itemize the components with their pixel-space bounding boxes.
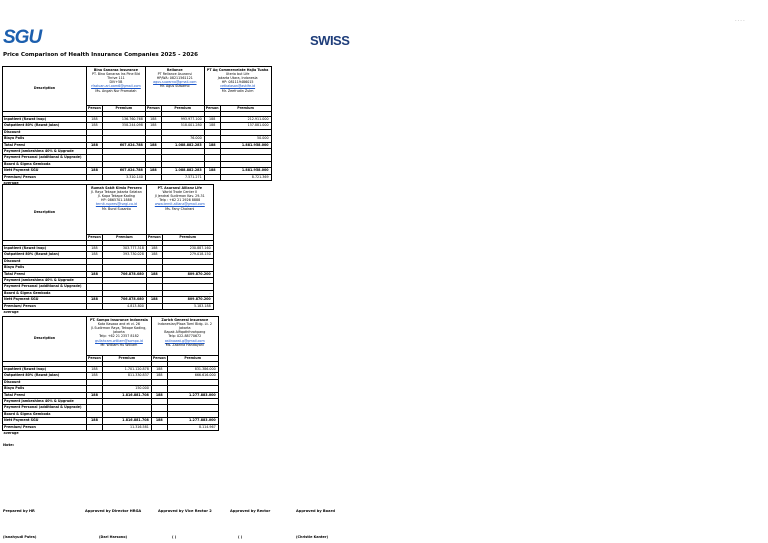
premium-cell: 706.878.080 [102,297,146,303]
signature-role: Approved by Board [296,509,335,513]
average-label: average [3,310,19,315]
row-label: Nett Payment SGU [3,297,87,303]
note-label: Note: [3,443,15,447]
premium-cell: 706.878.080 [102,271,146,277]
person-count-cell: 188 [87,123,103,129]
signature-name: (Christie Kanter) [296,535,329,539]
insurer-info [87,317,152,356]
signature-role: Prepared by HR [3,509,35,513]
person-count-cell: 188 [145,123,161,129]
average-label: average [3,181,19,186]
person-count-cell: 188 [151,392,167,398]
comparison-table-3 [2,316,219,437]
person-count-cell [87,303,103,309]
person-count-cell: 188 [87,168,103,174]
premium-cell: 50.000 [220,136,271,142]
premium-cell: 666.616.000 [167,373,218,379]
premium-column-header: Premium [102,355,151,361]
insurer-address-line: Jl. Kapa Tekape Kading [97,193,135,198]
row-label: Discount [3,129,87,135]
insurer-address-line: Bapak Alfiqathfnrohpang [164,330,206,335]
premium-cell: 157.881.000 [220,123,271,129]
insurer-address-line: PT Reliance Asuransi [157,71,192,76]
top-right-mark: - - - - [735,18,745,23]
premium-cell: 136.760.768 [102,116,145,122]
insurer-address-line: Jl. Raya Tekape Jakarta Selatan [91,189,142,194]
row-label: Payment Personal (additional & Upgrade) [3,405,87,411]
person-count-cell: 188 [146,297,162,303]
insurer-address-line: Indonesian/Plaza Tomi Bldg. Lt. 2 Jakarta [157,321,212,330]
premium-cell: 1.088.882.283 [161,168,204,174]
description-header: Description [3,185,87,241]
insurer-address-line: Kota Kasaoa and et vi. 26 [97,321,140,326]
person-count-cell: 188 [87,245,103,251]
sgu-logo: SGU [3,27,42,48]
insurer-email[interactable]: gsllahcam.william@sompo.id [95,338,143,343]
person-count-cell [151,424,167,430]
row-label: Payment Jamkeshima 40% & Upgrade [3,398,87,404]
row-label: Biaya Polis [3,265,87,271]
insurer-contact: Mr. William Hu William [100,342,138,347]
signature-role: Approved by Vice Rector 2 [158,509,212,513]
person-count-cell [145,174,161,180]
row-label: Outpatient 80% (Rawat Jalan) [3,123,87,129]
premium-cell: 607.024.788 [102,142,145,148]
comparison-table-1 [2,66,272,187]
insurer-email[interactable]: agus.suwarno@gmail.com [153,80,197,85]
insurer-email[interactable]: rfazluan.ari.oam6@gmail.com [91,84,141,89]
insurer-address-line: Jl.Sudirman Raya, Tekape Kading, Jakarta [91,325,147,335]
person-column-header: Person [88,355,101,360]
premium-column-header: Premium [102,234,146,240]
person-count-cell [87,424,103,430]
row-label: Board & Sigma Gemboda [3,290,87,296]
insurer-contact: Ms. Zabrina Handayani [165,342,204,347]
person-column-header: Person [152,355,166,360]
insurer-info [204,67,271,106]
row-label: Biaya Polis [3,386,87,392]
row-label: Payment Jamkeshima 40% & Upgrade [3,148,87,154]
person-count-cell: 188 [151,418,167,424]
insurer-info [146,185,213,235]
row-label: Inpatient (Rawat Inap) [3,116,87,122]
person-column-header: Person [88,105,101,110]
premium-cell: 1.816.881.708 [102,418,151,424]
insurer-info [145,67,204,106]
premium-cell: 5.183.188 [162,303,213,309]
signature-name: (Dari Harsono) [99,535,128,539]
insurer-address-line: Jl Jendral Sudirman Kav. 29-31 [154,193,205,198]
person-count-cell: 188 [204,123,220,129]
premium-cell: 393.730.028 [102,252,146,258]
person-count-cell [204,174,220,180]
person-count-cell: 188 [151,366,167,372]
average-label: average [3,431,19,436]
insurer-address-line: Thrive 111 [107,75,125,80]
premium-cell: 518.001.280 [161,123,204,129]
row-label: Nett Payment SGU [3,168,87,174]
person-count-cell: 188 [146,245,162,251]
premium-cell: 358.244.098 [102,123,145,129]
row-label: Outpatient 80% (Rawat Jalan) [3,373,87,379]
person-count-cell: 188 [87,373,103,379]
signature-name: (Isnahyudi Putra) [3,535,37,539]
document-title: Price Comparison of Health Insurance Companies 2025 - 2026 [3,52,198,58]
insurer-address-line: Jakarta Utara, Indonesia [217,75,258,80]
insurer-address-line: Telp: 022-88770672 [168,334,202,339]
row-label: Payment Personal (additional & Upgrade) [3,284,87,290]
person-count-cell: 188 [145,168,161,174]
premium-column-header: Premium [162,234,213,240]
insurer-info [151,317,218,356]
description-header: Description [3,67,87,112]
signature-name: ( ) [172,535,177,539]
person-count-cell: 188 [87,142,103,148]
signature-name: ( ) [238,535,243,539]
insurer-name: PT. Sompo Insurance Indonesia [89,317,148,322]
premium-cell: 1.881.958.000 [220,168,271,174]
insurer-info [87,67,146,106]
person-count-cell: 188 [87,418,103,424]
insurer-address-line: DIV+5B [109,80,123,85]
person-count-cell: 188 [87,392,103,398]
row-label: Total Premi [3,392,87,398]
premium-cell: 1.881.958.000 [220,142,271,148]
row-label: Premium/ Person [3,303,87,309]
table-row [3,424,219,430]
person-count-cell: 188 [204,116,220,122]
table-row [3,303,214,309]
row-label: Board & Sigma Gemboda [3,411,87,417]
row-label: Outpatient 80% (Rawat Jalan) [3,252,87,258]
insurer-address-line: Telp: +62 21 2357 8182 [99,334,139,339]
insurer-address-line: Telp : +62 21 2926 8888 [159,198,201,203]
row-label: Inpatient (Rawat Inap) [3,366,87,372]
row-label: Payment Personal (additional & Upgrade) [3,155,87,161]
insurer-address-line: HP: 0865701.1888 [101,198,132,203]
comparison-table-2 [2,184,214,316]
person-count-cell: 188 [146,271,162,277]
insurer-name: Rumah Sakit Kimia Persero [91,185,142,190]
person-count-cell: 188 [145,116,161,122]
row-label: Inpatient (Rawat Inap) [3,245,87,251]
insurer-contact: Mr. Agus Suwarno [160,84,190,89]
person-count-cell: 188 [87,297,103,303]
premium-cell: 279.018.150 [162,252,213,258]
row-label: Premium/ Person [3,174,87,180]
insurer-name: PT Aq Commercelate Hajia Tuaha [206,67,269,72]
premium-cell: 4.813.800 [102,303,146,309]
person-count-cell [87,174,103,180]
premium-cell: 11.316.581 [102,424,151,430]
premium-cell: 303.777.318 [102,245,146,251]
premium-cell: 993.977.100 [161,116,204,122]
row-label: Discount [3,258,87,264]
insurer-name: Zurich General Insurance [161,317,209,322]
premium-cell: 1.277.883.000 [167,392,218,398]
person-column-header: Person [205,105,219,110]
premium-column-header: Premium [167,355,218,361]
insurer-contact: Ms. Angah Nur Pramatah [95,88,137,93]
person-count-cell: 188 [87,252,103,258]
premium-cell: 212.911.000 [220,116,271,122]
premium-cell: 1.277.883.000 [167,418,218,424]
row-label: Premium/ Person [3,424,87,430]
insurer-address-line: PT. Bina Sanaraa Ins Pine Bld [92,71,140,76]
insurer-address-line: HP: 081119486015 [221,80,254,85]
premium-cell: 1.816.881.708 [102,392,151,398]
premium-cell: 150.000 [102,386,151,392]
person-count-cell: 188 [151,373,167,379]
premium-cell: 3.310.140 [102,174,145,180]
insurer-address-line: World Trade Center II [162,189,198,194]
insurer-address-line: HP/WA: 08211561121 [156,75,193,80]
premium-column-header: Premium [102,105,145,111]
premium-cell: 809.870.200 [162,271,213,277]
premium-cell: 76.000 [161,136,204,142]
person-count-cell: 188 [145,142,161,148]
premium-cell: 8.114.967 [167,424,218,430]
person-column-header: Person [88,234,101,239]
person-count-cell: 188 [87,271,103,277]
insurer-contact: Mr. Zeefrudin Zulm [221,88,254,93]
insurer-info [87,185,147,235]
row-label: Payment Jamkeshima 40% & Upgrade [3,277,87,283]
premium-cell: 1.088.882.283 [161,142,204,148]
premium-cell: 230.887.160 [162,245,213,251]
insurer-email[interactable]: ternit.rupees@isegi.co.id [95,202,137,207]
person-count-cell: 188 [87,366,103,372]
row-label: Nett Payment SGU [3,418,87,424]
premium-cell: 7.571.271 [161,174,204,180]
swiss-logo: SWISS [310,33,350,48]
person-column-header: Person [146,105,160,110]
person-count-cell: 188 [204,168,220,174]
insurer-contact: Ms. Fany Chairani [165,206,195,211]
premium-cell: 811.330.837 [102,373,151,379]
person-count-cell [146,303,162,309]
premium-cell: - [162,290,213,296]
row-label: Biaya Polis [3,136,87,142]
row-label: Board & Sigma Gemboda [3,161,87,167]
insurer-email[interactable]: www.ternit.allianz@gmail.com [154,202,205,207]
row-label: Total Premi [3,142,87,148]
premium-cell: 607.024.788 [102,168,145,174]
person-count-cell: 188 [87,116,103,122]
person-count-cell: 188 [204,142,220,148]
insurer-name: PT. Asuransi Allianz Life [157,185,202,190]
premium-column-header: Premium [161,105,204,111]
signature-role: Approved by Rector [230,509,271,513]
insurer-email[interactable]: cetkalasan@asklfe.id [220,84,256,89]
premium-cell: 809.870.200 [162,297,213,303]
row-label: Discount [3,379,87,385]
person-count-cell: 188 [146,252,162,258]
description-header: Description [3,317,87,362]
premium-cell: 1.701.120.878 [102,366,151,372]
insurer-name: Bina Sanaraa Insurance [93,67,138,72]
insurer-address-line: Uteria but Life [225,71,250,76]
person-column-header: Person [147,234,161,239]
premium-cell: 8.721.369 [220,174,271,180]
premium-column-header: Premium [220,105,271,111]
insurer-email[interactable]: astinawat.g@gmail.com [164,338,205,343]
insurer-name: Reliance [166,67,183,72]
premium-cell: 831.386.000 [167,366,218,372]
row-label: Total Premi [3,271,87,277]
insurer-contact: Mr. Bund Susanto [101,206,131,211]
signature-role: Approved by Director HRGA [85,509,142,513]
